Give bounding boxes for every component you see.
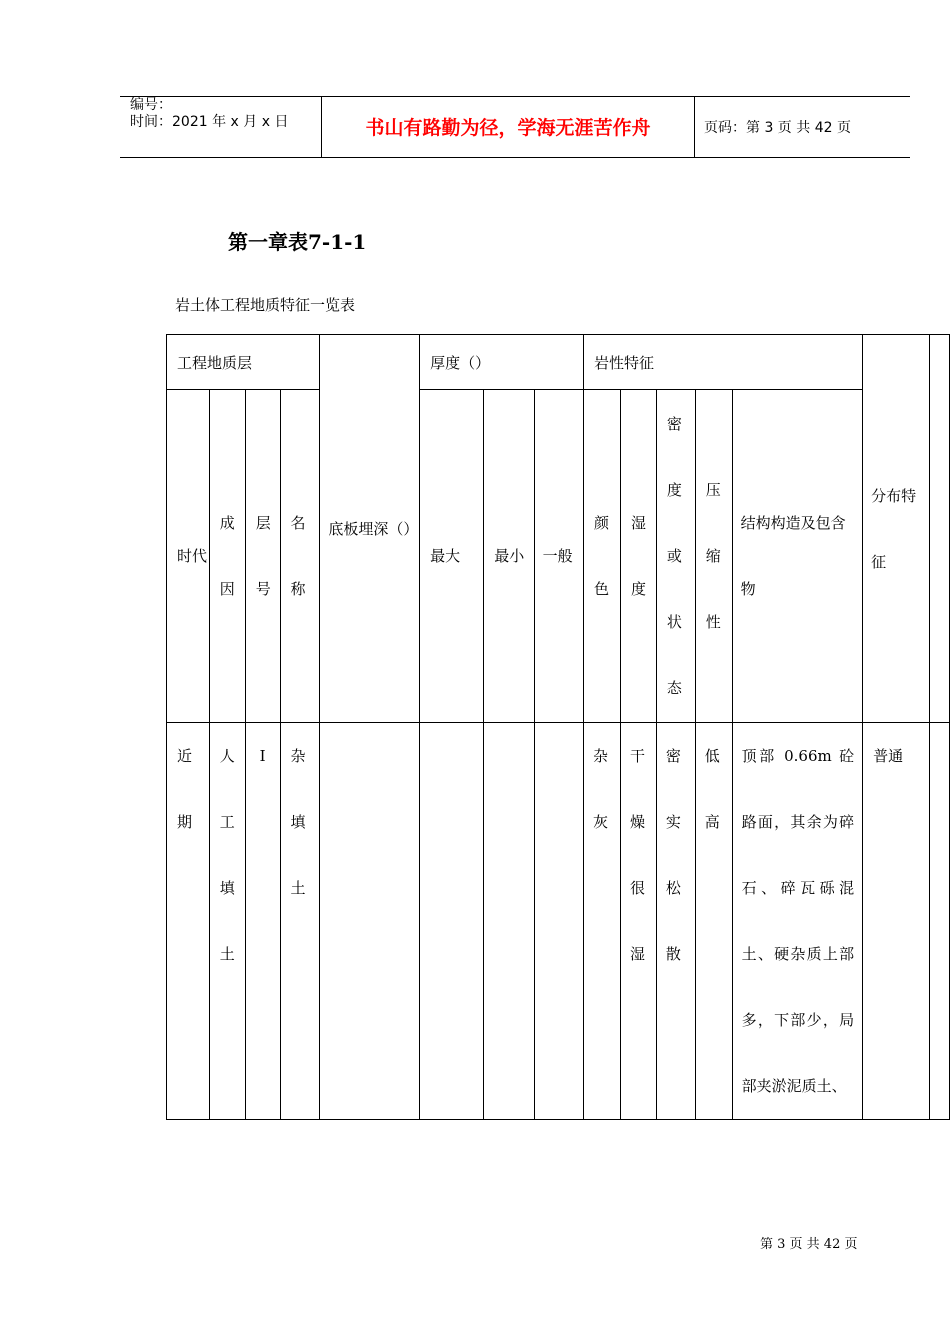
header-compress: 压缩性 [695, 390, 732, 723]
header-avg: 一般 [534, 390, 583, 723]
header-humidity: 湿度 [620, 390, 656, 723]
header-truncated-col [930, 335, 950, 723]
header-max: 最大 [420, 390, 484, 723]
header-thickness: 厚度（） [420, 335, 584, 390]
cell-floor-depth [320, 723, 420, 1120]
cell-name: 杂填土 [280, 723, 320, 1120]
header-number: 编号： [130, 97, 172, 113]
cell-humidity: 干燥很湿 [620, 723, 656, 1120]
header-geo-layer: 工程地质层 [167, 335, 320, 390]
cell-structure: 顶部 0.66m 砼路面，其余为碎石、碎瓦砾混土、硬杂质上部多，下部少，局部夹淤泥质土、 [732, 723, 862, 1120]
cell-avg [534, 723, 583, 1120]
header-bottom-rule [120, 157, 910, 158]
header-floor-depth: 底板埋深（） [320, 335, 420, 723]
header-color: 颜色 [584, 390, 621, 723]
header-structure: 结构构造及包含物 [732, 390, 862, 723]
header-time: 时间：2021 年 x 月 x 日 [130, 114, 289, 130]
header-meta [130, 97, 288, 131]
geology-table [166, 334, 950, 1120]
cell-min [484, 723, 534, 1120]
page-footer: 第 3 页 共 42 页 [760, 1237, 858, 1252]
header-genesis: 成因 [209, 390, 245, 723]
header-distribution: 分布特征 [863, 335, 930, 723]
header-min: 最小 [484, 390, 534, 723]
header-layer-no: 层号 [245, 390, 280, 723]
cell-compress: 低高 [695, 723, 732, 1120]
header-density: 密度或状态 [656, 390, 695, 723]
table-title: 岩土体工程地质特征一览表 [175, 296, 356, 314]
cell-layer-no: I [245, 723, 280, 1120]
header-name: 名称 [280, 390, 320, 723]
cell-color: 杂灰 [584, 723, 621, 1120]
chapter-title: 第一章表7-1-1 [228, 230, 367, 254]
cell-truncated [930, 723, 950, 1120]
cell-density: 密实松散 [656, 723, 695, 1120]
header-page-info: 页码：第 3 页 共 42 页 [704, 120, 851, 136]
cell-era: 近期 [167, 723, 210, 1120]
cell-genesis: 人工填土 [209, 723, 245, 1120]
header-divider [694, 96, 695, 157]
cell-distribution: 普通 [863, 723, 930, 1120]
header-era: 时代 [167, 390, 210, 723]
header-lithology: 岩性特征 [584, 335, 863, 390]
cell-max [420, 723, 484, 1120]
header-motto: 书山有路勤为径，学海无涯苦作舟 [365, 117, 651, 139]
